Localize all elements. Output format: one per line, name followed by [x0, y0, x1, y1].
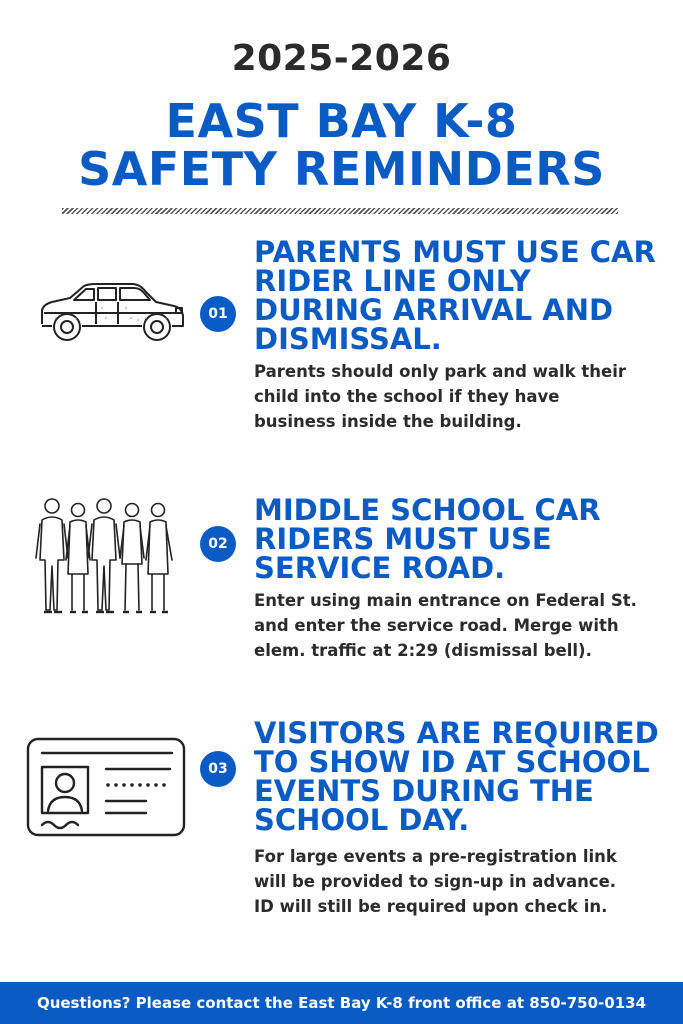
reminder-heading: MIDDLE SCHOOL CAR RIDERS MUST USE SERVICE ROAD. — [254, 493, 601, 585]
page-year: 2025-2026 — [231, 38, 452, 79]
id-card-icon — [26, 737, 188, 839]
reminder-heading: VISITORS ARE REQUIRED TO SHOW ID AT SCHOOL EVENTS DURING THE SCHOOL DAY. — [254, 716, 659, 837]
reminder-number-badge: 01 — [200, 296, 236, 332]
reminder-number-badge: 02 — [200, 526, 236, 562]
contact-footer: Questions? Please contact the East Bay K-8 front office at 850-750-0134 — [0, 982, 683, 1024]
page-title-line1: EAST BAY K-8 — [165, 94, 518, 148]
students-icon — [30, 494, 182, 618]
car-icon — [36, 280, 188, 346]
reminder-heading: PARENTS MUST USE CAR RIDER LINE ONLY DURING ARRIVAL AND DISMISSAL. — [254, 235, 656, 356]
reminder-description: Parents should only park and walk their child into the school if they have business inside the building. — [254, 362, 627, 431]
reminder-description: Enter using main entrance on Federal St. and enter the service road. Merge with elem. traffic at 2:29 (dismissal bell). — [254, 591, 637, 660]
reminder-number-badge: 03 — [200, 751, 236, 787]
reminder-description: For large events a pre-registration link will be provided to sign-up in advance. ID will still be required upon check in. — [254, 847, 617, 916]
page-title-line2: SAFETY REMINDERS — [78, 142, 605, 196]
divider — [62, 208, 618, 214]
